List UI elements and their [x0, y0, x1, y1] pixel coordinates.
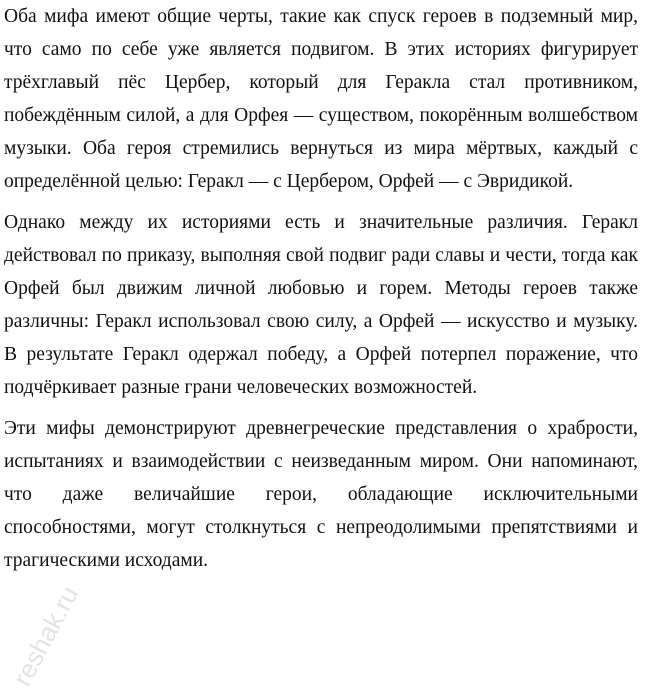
paragraph-conclusion: Эти мифы демонстрируют древнегреческие представления о храбрости, испытаниях и взаимодействии с неизведанным миром. Они напоминают, что даже величайшие герои, обладающие исключительными способностями, могут столкнуться с непреодолимыми препятствиями и трагическими исходами.	[4, 418, 638, 571]
paragraph-differences: Однако между их историями есть и значительные различия. Геракл действовал по приказу, выполняя свой подвиг ради славы и чести, тогда как Орфей был движим личной любовью и горем. Методы героев также различны: Геракл использовал свою силу, а Орфей — искусство и музыку. В результате Геракл одержал победу, а Орфей потерпел поражение, что подчёркивает разные грани человеческих возможностей.	[4, 212, 638, 398]
paragraph-common-traits: Оба мифа имеют общие черты, такие как спуск героев в подземный мир, что само по себе уже является подвигом. В этих историях фигурирует трёхглавый пёс Цербер, который для Геракла стал противником, побеждённым силой, а для Орфея — существом, покорённым волшебством музыки. Оба героя стремились вернуться из мира мёртвых, каждый с определённой целью: Геракл — с Цербером, Орфей — с Эвридикой.	[4, 6, 638, 192]
watermark-text: reshak.ru	[6, 581, 85, 691]
document-body	[4, 0, 638, 577]
